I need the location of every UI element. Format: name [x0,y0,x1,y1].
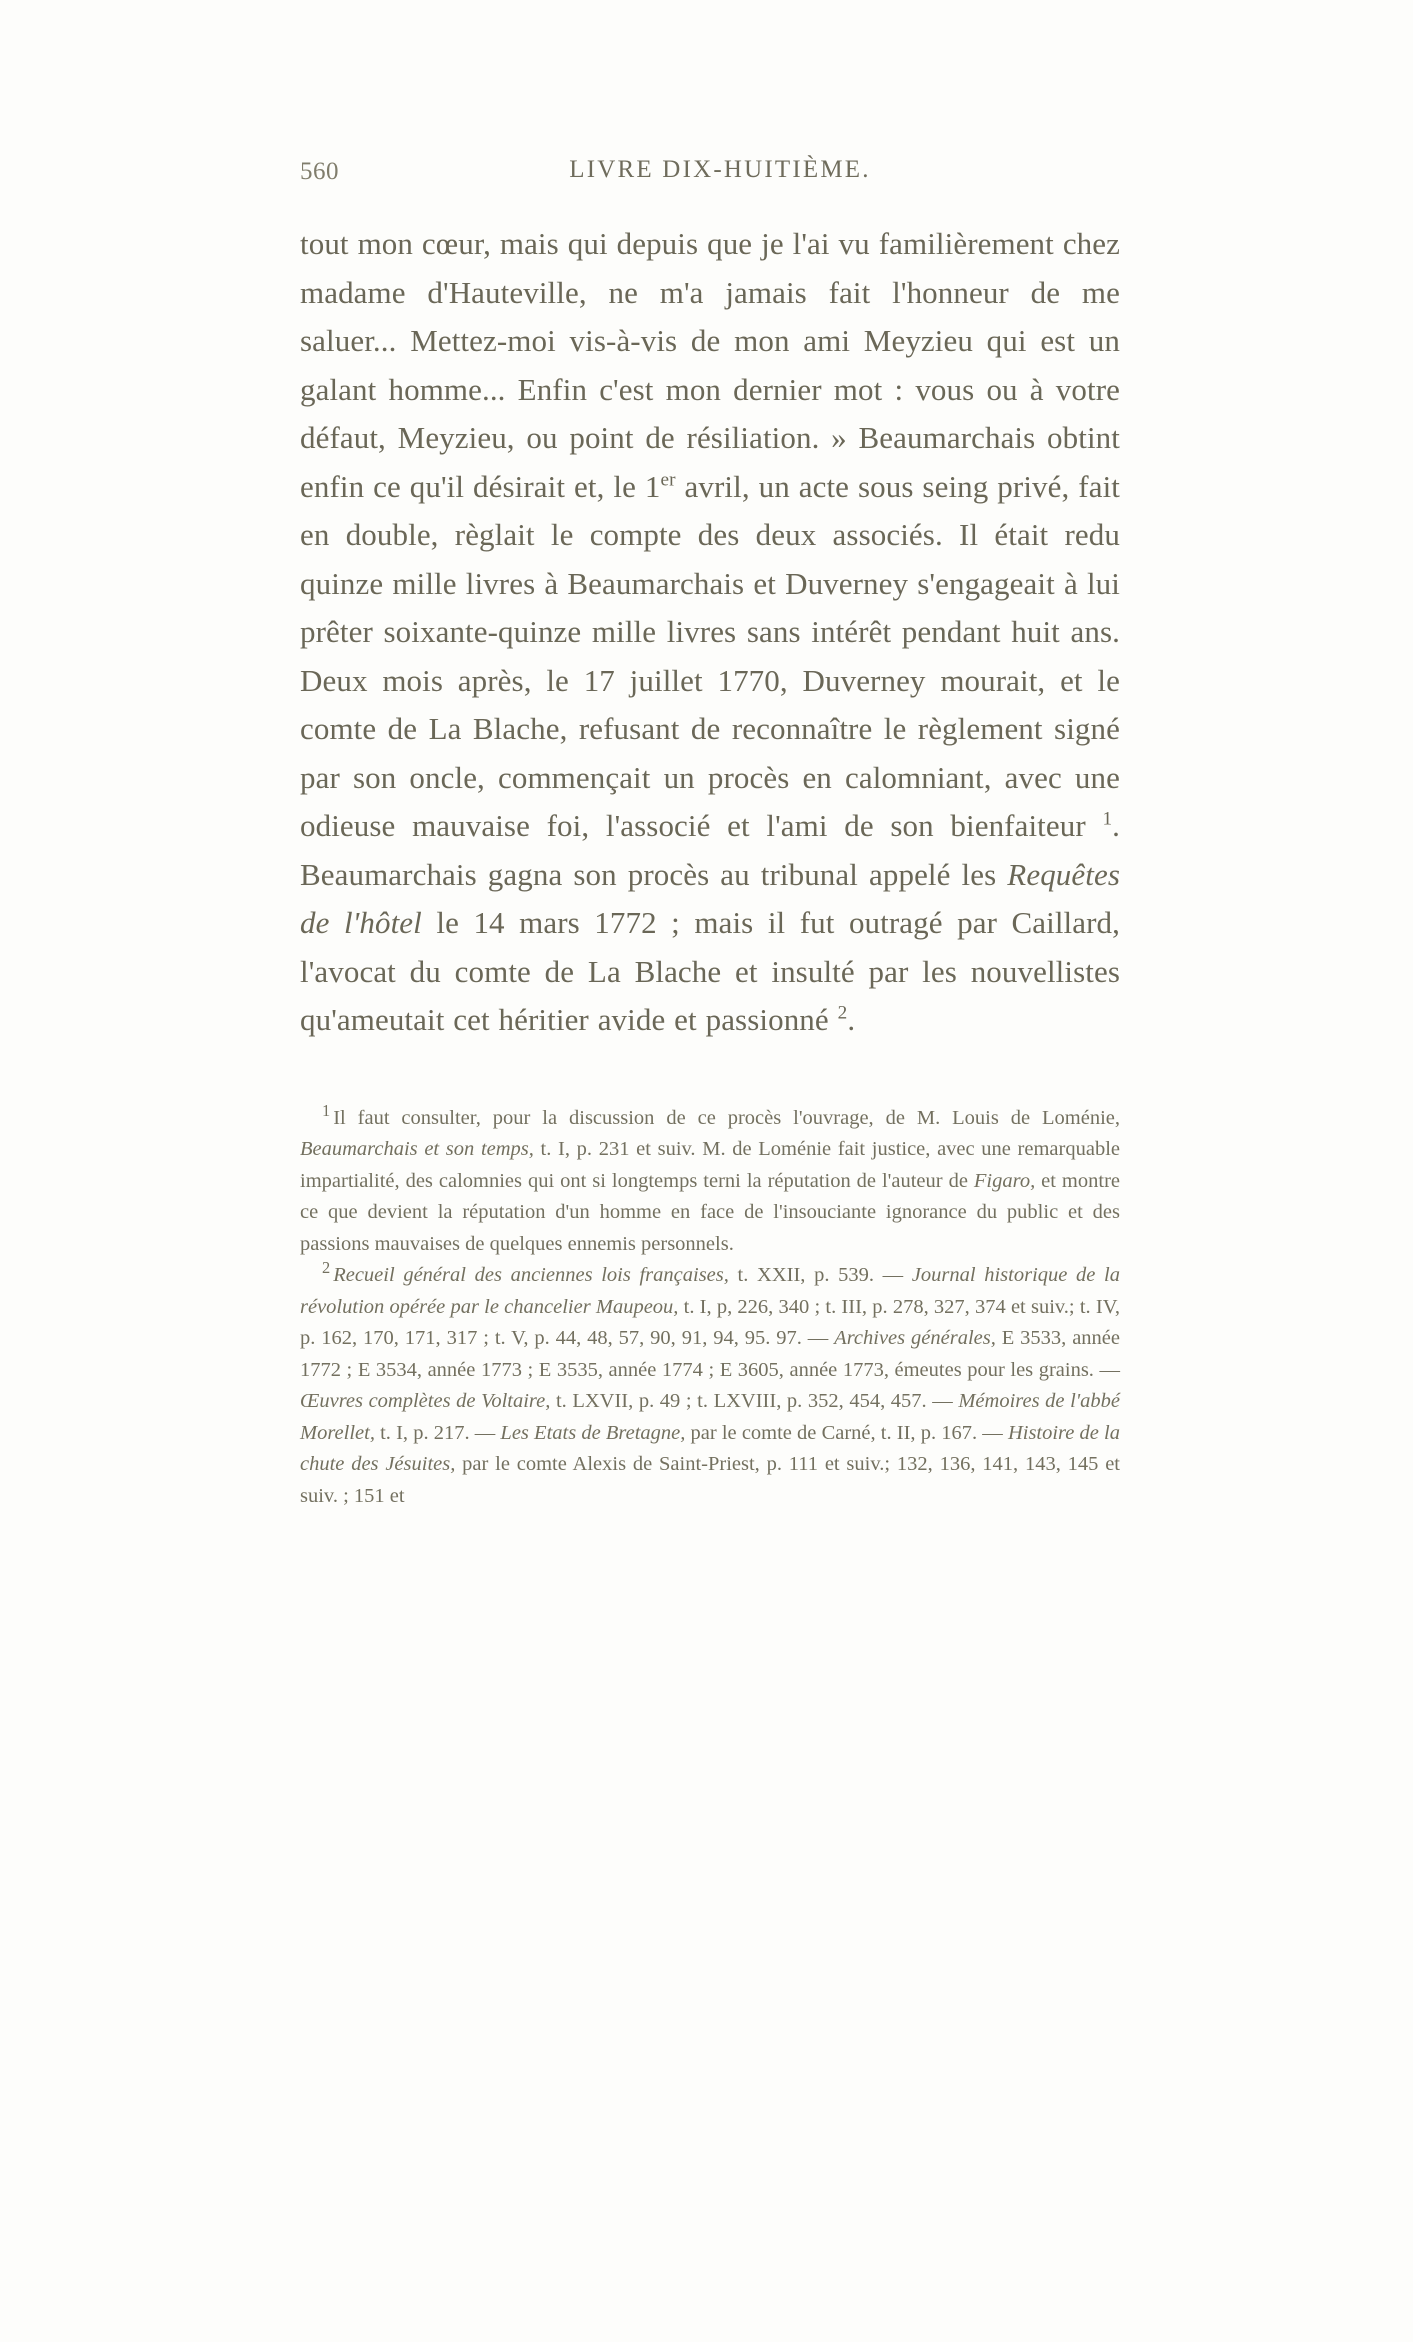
footnote-1-marker: 1 [322,1100,331,1120]
page-number: 560 [300,158,339,185]
footnote-2 [300,1260,1120,1512]
footnote-1 [300,1100,1120,1261]
footnote-1-text: Il faut consulter, pour la discussion de ce procès l'ouvrage, de M. Louis de Loménie, Beaumarchais et son temps, t. I, p. 231 et suiv. M. de Loménie fait justice, avec une remarquable impartialité, des calomnies qui ont si longtemps terni la réputation de l'auteur de Figaro, et montre ce que devient la réputation d'un homme en face de l'insouciante ignorance du public et des passions mauvaises de quelques ennemis personnels. [300,1106,1120,1255]
body-text [300,220,1120,1045]
running-head [300,150,1120,190]
footnote-2-marker: 2 [322,1258,331,1278]
page-content [300,150,1120,1512]
footnote-2-text: Recueil général des anciennes lois françaises, t. XXII, p. 539. — Journal historique de la révolution opérée par le chancelier Maupeou, t. I, p, 226, 340 ; t. III, p. 278, 327, 374 et suiv.; t. IV, p. 162, 170, 171, 317 ; t. V, p. 44, 48, 57, 90, 91, 94, 95. 97. — Archives générales, E 3533, année 1772 ; E 3534, année 1773 ; E 3535, année 1774 ; E 3605, année 1773, émeutes pour les grains. — Œuvres complètes de Voltaire, t. LXVII, p. 49 ; t. LXVIII, p. 352, 454, 457. — Mémoires de l'abbé Morellet, t. I, p. 217. — Les Etats de Bretagne, par le comte de Carné, t. II, p. 167. — Histoire de la chute des Jésuites, par le comte Alexis de Saint-Priest, p. 111 et suiv.; 132, 136, 141, 143, 145 et suiv. ; 151 et [300,1264,1121,1507]
footnotes-block [300,1100,1121,1513]
body-paragraph: tout mon cœur, mais qui depuis que je l'ai vu familièrement chez madame d'Hauteville, ne m'a jamais fait l'honneur de me saluer... Mettez-moi vis-à-vis de mon ami Meyzieu qui est un galant homme... Enfin c'est mon dernier mot : vous ou à votre défaut, Meyzieu, ou point de résiliation. » Beaumarchais obtint enfin ce qu'il désirait et, le 1er avril, un acte sous seing privé, fait en double, règlait le compte des deux associés. Il était redu quinze mille livres à Beaumarchais et Duverney s'engageait à lui prêter soixante-quinze mille livres sans intérêt pendant huit ans. Deux mois après, le 17 juillet 1770, Duverney mourait, et le comte de La Blache, refusant de reconnaître le règlement signé par son oncle, commençait un procès en calomniant, avec une odieuse mauvaise foi, l'associé et l'ami de son bienfaiteur $^1$. Beaumarchais gagna son procès au tribunal appelé les Requêtes de l'hôtel le 14 mars 1772 ; mais il fut outragé par Caillard, l'avocat du comte de La Blache et insulté par les nouvellistes qu'ameutait cet héritier avide et passionné $^2$. [300,226,1120,1037]
running-title: LIVRE DIX-HUITIÈME. [569,156,871,183]
